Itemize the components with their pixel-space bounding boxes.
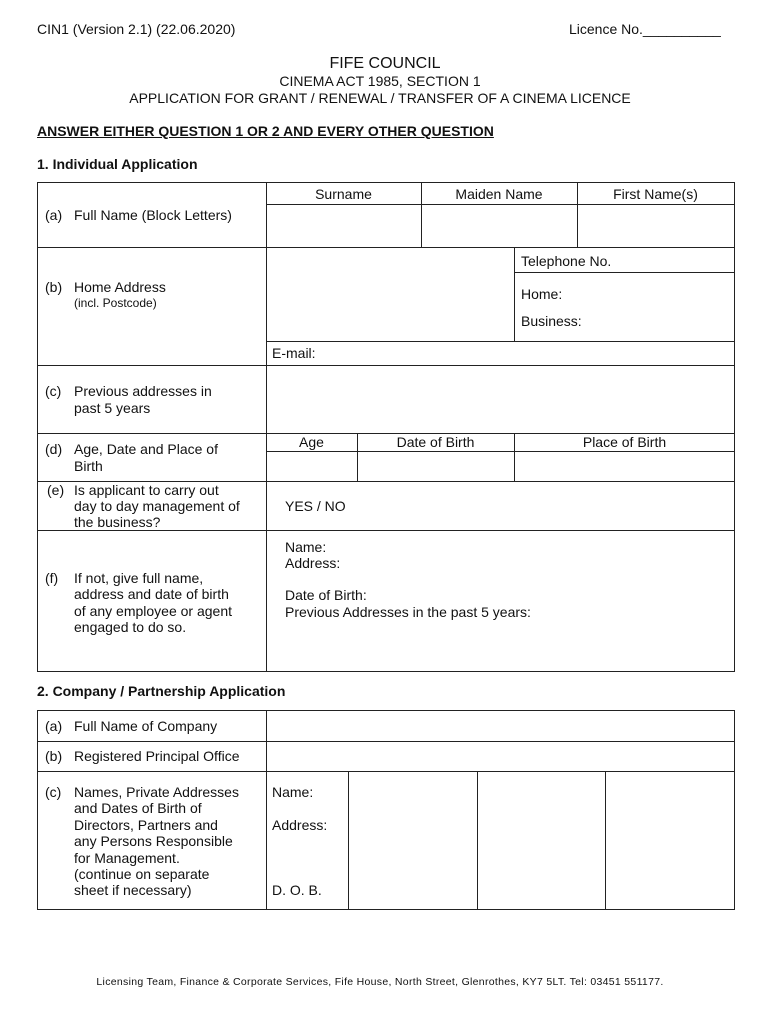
q1c-label-line2: past 5 years	[74, 400, 151, 416]
section1-heading: 1. Individual Application	[37, 156, 198, 172]
q1f-label-line4: engaged to do so.	[74, 619, 187, 635]
q1c-label-line1: Previous addresses in	[74, 383, 212, 399]
q1d-num: (d)	[45, 441, 63, 457]
maiden-name-field[interactable]	[422, 205, 576, 246]
maiden-name-header: Maiden Name	[455, 186, 543, 202]
email-label[interactable]: E-mail:	[272, 345, 316, 361]
q1d-label-line1: Age, Date and Place of	[74, 441, 218, 457]
registered-office-field[interactable]	[267, 742, 733, 770]
q1f-label-line3: of any employee or agent	[74, 603, 232, 619]
director-entry-1[interactable]	[349, 772, 476, 908]
surname-field[interactable]	[267, 205, 420, 246]
form-subtitle: APPLICATION FOR GRANT / RENEWAL / TRANSFER OF A CINEMA LICENCE	[129, 90, 631, 106]
business-phone-label[interactable]: Business:	[521, 313, 582, 329]
age-field[interactable]	[267, 452, 356, 480]
form-code: CIN1 (Version 2.1) (22.06.2020)	[37, 21, 236, 37]
telephone-label: Telephone No.	[521, 253, 612, 269]
first-names-field[interactable]	[578, 205, 733, 246]
surname-header: Surname	[315, 186, 372, 202]
licence-no-label: Licence No.__________	[569, 21, 721, 37]
director-name-label: Name:	[272, 784, 314, 800]
q2c-label-line: Directors, Partners and	[74, 817, 218, 833]
company-name-field[interactable]	[267, 711, 733, 740]
employee-dob-label[interactable]: Date of Birth:	[285, 587, 367, 603]
q1a-num: (a)	[45, 207, 63, 223]
previous-addresses-field[interactable]	[267, 366, 733, 432]
org-title: FIFE COUNCIL	[329, 55, 441, 72]
yes-no-answer[interactable]: YES / NO	[285, 498, 346, 514]
q2c-label-line: for Management.	[74, 850, 180, 866]
instruction: ANSWER EITHER QUESTION 1 OR 2 AND EVERY OTHER QUESTION	[37, 123, 494, 139]
home-phone-label[interactable]: Home:	[521, 286, 563, 302]
act-title: CINEMA ACT 1985, SECTION 1	[279, 73, 481, 89]
q2b-num: (b)	[45, 748, 63, 764]
first-names-header: First Name(s)	[613, 186, 698, 202]
q1f-label-line1: If not, give full name,	[74, 570, 204, 586]
footer-address: Licensing Team, Finance & Corporate Services, Fife House, North Street, Glenrothes, KY7 5LT. Tel: 03451 551177.	[96, 976, 664, 988]
q1e-label-line3: the business?	[74, 514, 161, 530]
employee-prev-addresses-label[interactable]: Previous Addresses in the past 5 years:	[285, 604, 531, 620]
q1b-label: Home Address	[74, 279, 166, 295]
q1f-num: (f)	[45, 570, 59, 586]
dob-header: Date of Birth	[396, 434, 475, 450]
home-address-field[interactable]	[267, 248, 513, 340]
section2-heading: 2. Company / Partnership Application	[37, 683, 286, 699]
q1e-num: (e)	[47, 482, 65, 498]
q2c-label-line: and Dates of Birth of	[74, 800, 202, 816]
q2c-label-line: any Persons Responsible	[74, 833, 233, 849]
q1d-label-line2: Birth	[74, 458, 103, 474]
director-address-label: Address:	[272, 817, 328, 833]
q2b-label: Registered Principal Office	[74, 748, 240, 764]
q2a-label: Full Name of Company	[74, 718, 218, 734]
place-of-birth-field[interactable]	[515, 452, 733, 480]
director-entry-2[interactable]	[478, 772, 604, 908]
q1f-label-line2: address and date of birth	[74, 586, 229, 602]
q1e-label-line1: Is applicant to carry out	[74, 482, 219, 498]
place-of-birth-header: Place of Birth	[582, 434, 667, 450]
q2a-num: (a)	[45, 718, 63, 734]
q1e-label-line2: day to day management of	[74, 498, 240, 514]
q1b-sublabel: (incl. Postcode)	[74, 296, 157, 310]
q1c-num: (c)	[45, 383, 62, 399]
employee-name-label[interactable]: Name:	[285, 539, 327, 555]
director-entry-3[interactable]	[606, 772, 733, 908]
employee-address-label[interactable]: Address:	[285, 555, 341, 571]
director-dob-label: D. O. B.	[272, 882, 322, 898]
q2c-label-line: sheet if necessary)	[74, 882, 192, 898]
dob-field[interactable]	[358, 452, 513, 480]
q2c-label-line: (continue on separate	[74, 866, 210, 882]
q1b-num: (b)	[45, 279, 63, 295]
age-header: Age	[299, 434, 324, 450]
q2c-label-line: Names, Private Addresses	[74, 784, 239, 800]
q2c-num: (c)	[45, 784, 62, 800]
q1a-label: Full Name (Block Letters)	[74, 207, 232, 223]
